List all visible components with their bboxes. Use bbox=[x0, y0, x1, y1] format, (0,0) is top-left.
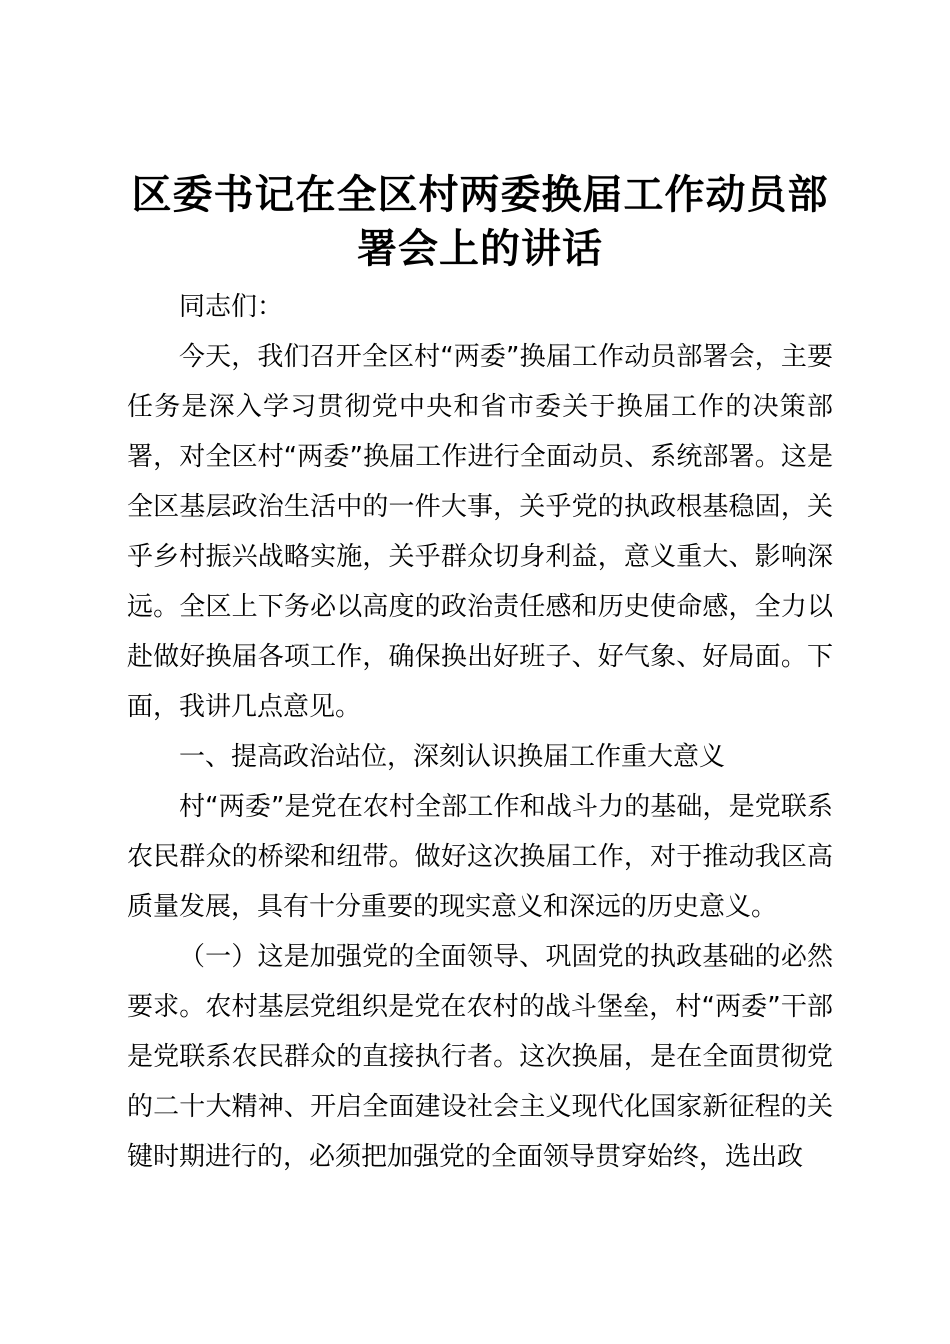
paragraph-section-1: 村“两委”是党在农村全部工作和战斗力的基础，是党联系农民群众的桥梁和纽带。做好这次换届工作，对于推动我区高质量发展，具有十分重要的现实意义和深远的历史意义。 bbox=[127, 792, 833, 922]
paragraph-subsection-1: （一）这是加强党的全面领导、巩固党的执政基础的必然要求。农村基层党组织是党在农村的战斗堡垒，村“两委”干部是党联系农民群众的直接执行者。这次换届，是在全面贯彻党的二十大精神、开启全面建设社会主义现代化国家新征程的关键时期进行的，必须把加强党的全面领导贯穿始终，选出政 bbox=[127, 942, 833, 1172]
document-body bbox=[127, 282, 833, 1182]
greeting: 同志们： bbox=[179, 292, 284, 322]
paragraph-intro: 今天，我们召开全区村“两委”换届工作动员部署会，主要任务是深入学习贯彻党中央和省市委关于换届工作的决策部署，对全区村“两委”换届工作进行全面动员、系统部署。这是全区基层政治生活中的一件大事，关乎党的执政根基稳固，关乎乡村振兴战略实施，关乎群众切身利益，意义重大、影响深远。全区上下务必以高度的政治责任感和历史使命感，全力以赴做好换届各项工作，确保换出好班子、好气象、好局面。下面，我讲几点意见。 bbox=[127, 342, 833, 722]
document-title: 区委书记在全区村两委换届工作动员部署会上的讲话 bbox=[131, 171, 829, 272]
section-heading-1: 一、提高政治站位，深刻认识换届工作重大意义 bbox=[179, 742, 726, 772]
